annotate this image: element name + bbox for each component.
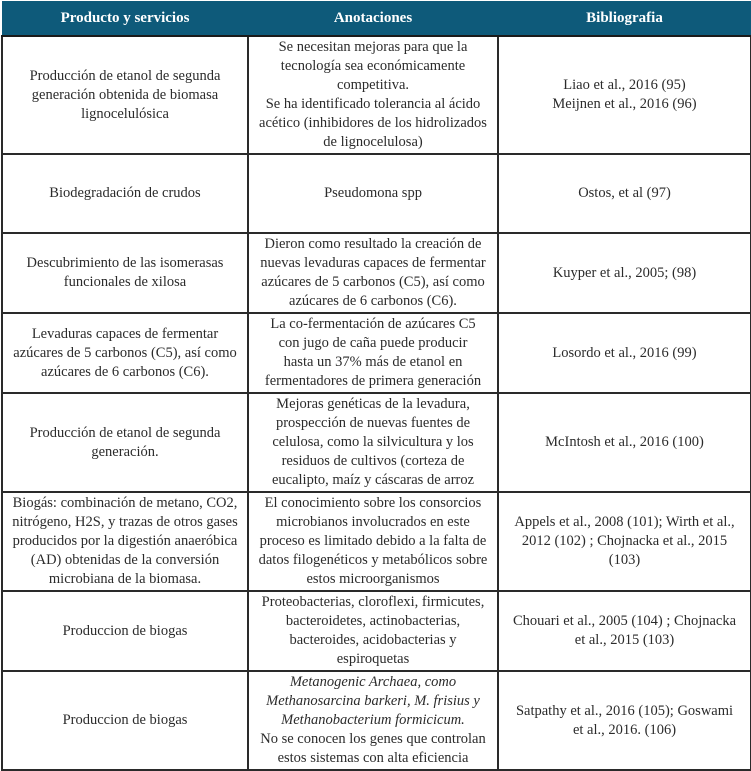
cell-bibliografia (498, 393, 751, 492)
cell-bibliografia (498, 313, 751, 393)
cell-producto (2, 671, 248, 770)
cell-text-line: El conocimiento sobre los consorcios (264, 495, 482, 511)
cell-bibliografia (498, 671, 751, 770)
cell-text-line: Descubrimiento de las isomerasas (26, 255, 224, 271)
cell-text-line: prospección de nuevas fuentes de (275, 415, 471, 431)
cell-text-line: microbiana de la biomasa. (48, 571, 202, 587)
cell-text-line: Metanogenic Archaea, como (289, 674, 457, 690)
cell-text-line: Dieron como resultado la creación de (264, 236, 482, 252)
cell-text-line: Losordo et al., 2016 (99) (552, 344, 697, 361)
cell-text-line: Methanobacterium formicicum. (281, 712, 465, 728)
cell-text-line: Proteobacterias, cloroflexi, firmicutes, (261, 594, 485, 610)
cell-anotaciones (248, 492, 498, 591)
cell-text-line: bacteroidetes, actinobacterias, (285, 613, 461, 629)
cell-text-line: Satpathy et al., 2016 (105); Goswami (515, 702, 734, 719)
cell-text-line: McIntosh et al., 2016 (100) (545, 434, 704, 450)
cell-bibliografia (498, 492, 751, 591)
cell-text-line: azúcares de 6 carbonos (C6). (41, 363, 209, 380)
cell-text-line: azúcares de 6 carbonos (C6). (289, 293, 457, 309)
cell-text-line: (103) (608, 552, 641, 568)
cell-anotaciones (248, 233, 498, 313)
cell-text-line: Pseudomona spp (324, 185, 422, 201)
cell-text-line: et al., 2016. (106) (572, 721, 677, 738)
cell-text-line: La co-fermentación de azúcares C5 (270, 316, 476, 332)
cell-text-line: Chouari et al., 2005 (104) ; Chojnacka (512, 613, 737, 629)
cell-text-line: funcionales de xilosa (63, 274, 187, 290)
table-row (2, 591, 751, 671)
header-bibliografia: Bibliografia (498, 2, 751, 37)
cell-text-line: competitiva. (336, 77, 410, 93)
table-row (2, 492, 751, 591)
table-row (2, 154, 751, 233)
cell-text-line: residuos de cultivos (corteza de (281, 453, 465, 469)
cell-anotaciones (248, 313, 498, 393)
cell-text-line: azúcares de 5 carbonos (C5), así como (261, 274, 485, 290)
cell-text-line: Methanosarcina barkeri, M. frisius y (266, 693, 480, 709)
cell-text-line: proceso es limitado debido a la falta de (259, 533, 487, 549)
table-header-row (2, 2, 751, 37)
cell-text-line: generación. (91, 443, 159, 460)
cell-text-line: Producción de etanol de segunda (29, 67, 221, 84)
cell-producto (2, 591, 248, 671)
cell-text-line: fermentadores de primera generación (264, 373, 482, 389)
cell-text-line: eucalipto, maíz y cáscaras de arroz (271, 472, 475, 488)
header-producto: Producto y servicios (2, 2, 248, 37)
cell-text-line: estos sistemas con alta eficiencia (277, 750, 469, 766)
cell-text-line: et al., 2015 (103) (574, 632, 675, 648)
cell-text-line: de lignocelulosa) (323, 134, 423, 150)
cell-anotaciones (248, 671, 498, 770)
cell-anotaciones (248, 591, 498, 671)
cell-bibliografia (498, 233, 751, 313)
cell-text-line: Producción de etanol de segunda (29, 424, 221, 441)
table-row (2, 233, 751, 313)
cell-text-line: acético (inhibidores de los hidrolizados (259, 115, 487, 131)
cell-text-line: microbianos involucrados en este (276, 514, 470, 530)
table-row (2, 393, 751, 492)
cell-text-line: Biogás: combinación de metano, CO2, (12, 495, 238, 511)
cell-text-line: nuevas levaduras capaces de fermentar (260, 255, 486, 271)
cell-text-line: estos microorganismos (306, 571, 440, 587)
cell-text-line: generación obtenida de biomasa (31, 86, 219, 103)
table-row (2, 671, 751, 770)
cell-text-line: bacteroides, acidobacterias y (289, 632, 457, 648)
cell-text-line: Se necesitan mejoras para que la (278, 39, 468, 55)
cell-text-line: Produccion de biogas (62, 712, 188, 728)
cell-producto (2, 313, 248, 393)
cell-text-line: datos filogenéticos y metabólicos sobre (258, 552, 488, 568)
cell-text-line: tecnología sea económicamente (280, 58, 466, 74)
cell-anotaciones (248, 36, 498, 154)
cell-text-line: Se ha identificado tolerancia al ácido (265, 96, 481, 112)
cell-text-line: Appels et al., 2008 (101); Wirth et al., (514, 514, 735, 530)
cell-text-line: Biodegradación de crudos (49, 185, 201, 201)
cell-text-line: espiroquetas (336, 651, 410, 667)
cell-bibliografia (498, 591, 751, 671)
cell-text-line: producidos por la digestión anaeróbica (12, 533, 238, 549)
cell-anotaciones (248, 393, 498, 492)
cell-text-line: nitrógeno, H2S, y trazas de otros gases (12, 514, 238, 530)
header-anotaciones: Anotaciones (248, 2, 498, 37)
cell-text-line: Levaduras capaces de fermentar (31, 325, 219, 342)
cell-text-line: Kuyper et al., 2005; (98) (552, 264, 697, 281)
cell-producto (2, 36, 248, 154)
cell-anotaciones (248, 154, 498, 233)
cell-text-line: Ostos, et al (97) (578, 185, 671, 201)
cell-text-line: azúcares de 5 carbonos (C5), así como (13, 344, 237, 361)
cell-text-line: Mejoras genéticas de la levadura, (276, 396, 470, 412)
table-row (2, 313, 751, 393)
cell-text-line: hasta un 37% más de etanol en (283, 354, 463, 370)
cell-producto (2, 393, 248, 492)
cell-text-line: Meijnen et al., 2016 (96) (552, 96, 697, 112)
cell-producto (2, 154, 248, 233)
cell-text-line: 2012 (102) ; Chojnacka et al., 2015 (521, 533, 728, 549)
cell-bibliografia (498, 36, 751, 154)
cell-producto (2, 233, 248, 313)
cell-text-line: lignocelulósica (81, 105, 169, 122)
cell-producto (2, 492, 248, 591)
cell-text-line: con jugo de caña puede producir (278, 335, 468, 351)
table-row (2, 36, 751, 154)
cell-bibliografia (498, 154, 751, 233)
cell-text-line: Liao et al., 2016 (95) (563, 77, 686, 93)
cell-text-line: (AD) obtenidas de la conversión (30, 552, 220, 568)
products-services-table (1, 1, 751, 771)
cell-text-line: No se conocen los genes que controlan (260, 731, 486, 747)
cell-text-line: celulosa, como la silvicultura y los (272, 434, 474, 450)
cell-text-line: Produccion de biogas (62, 622, 188, 639)
